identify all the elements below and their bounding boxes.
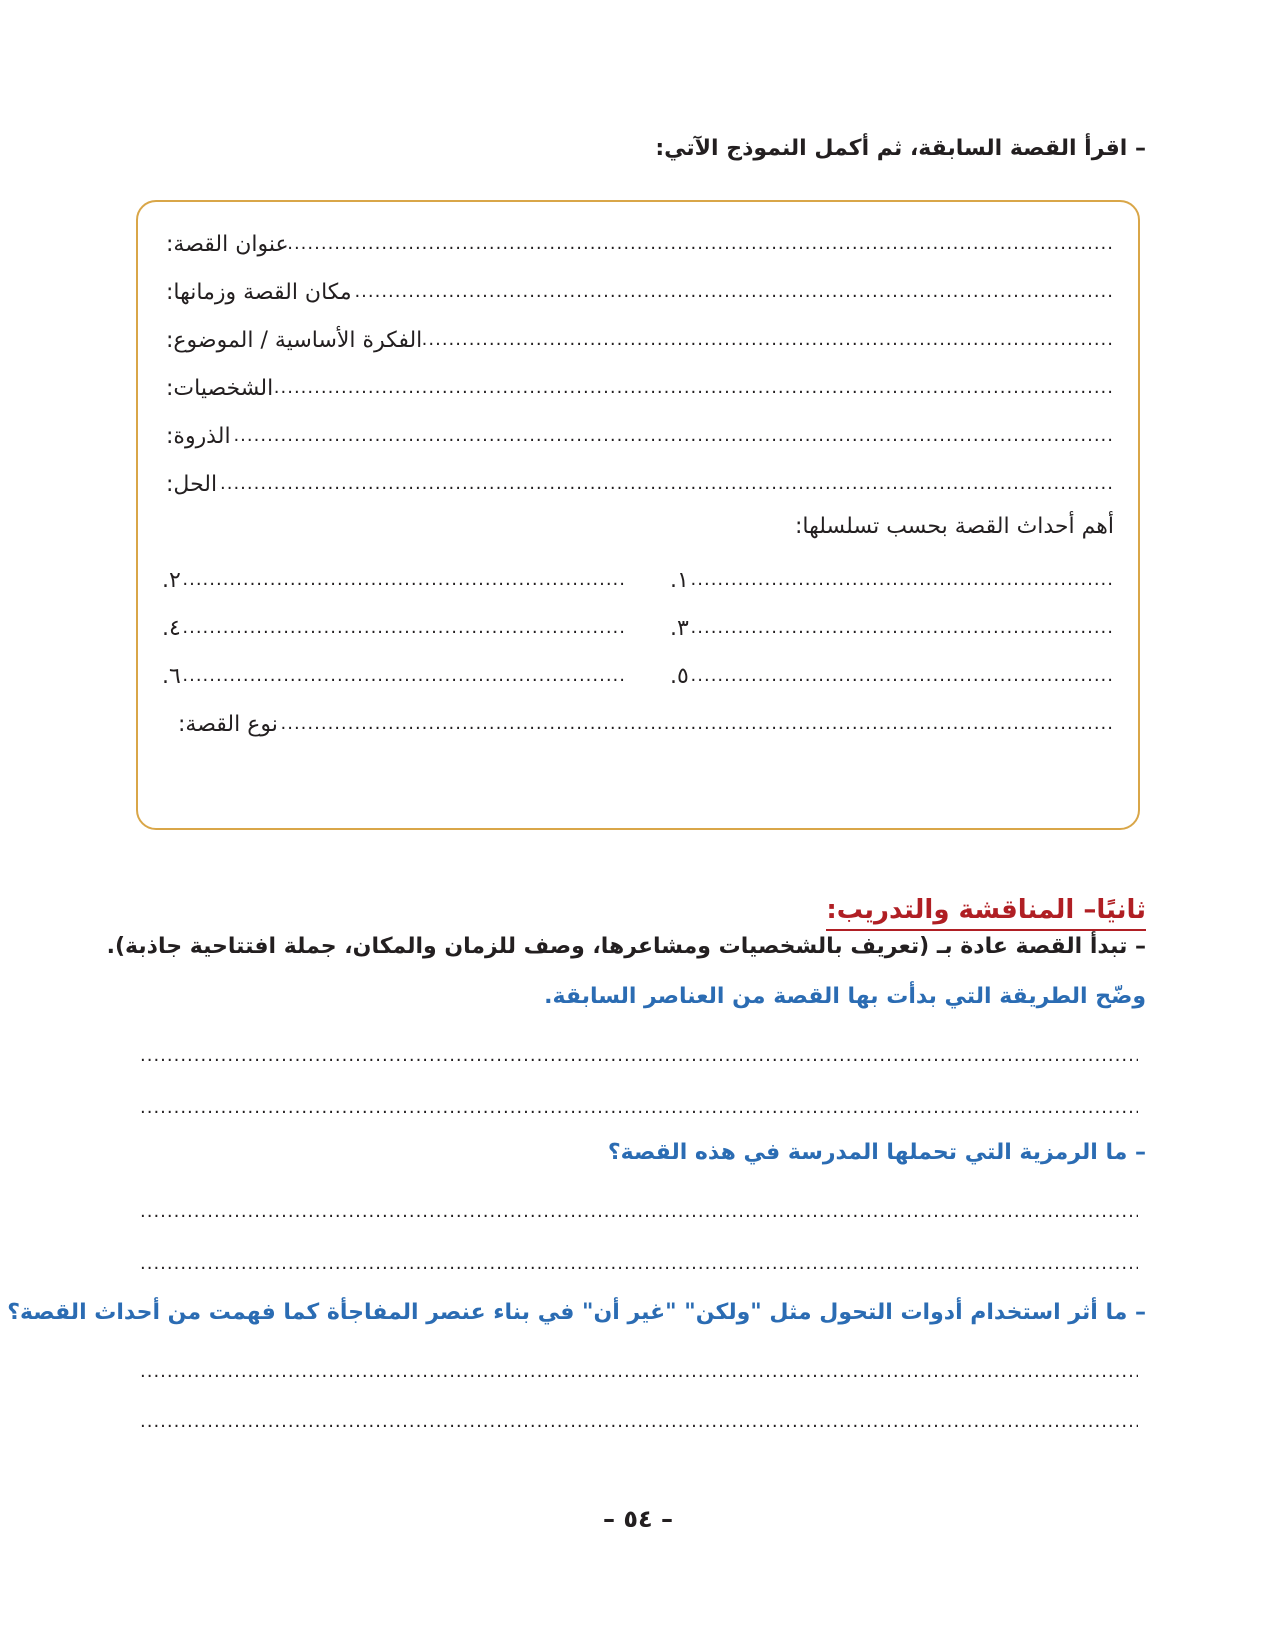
- form-label-resolution: الحل:: [166, 472, 218, 497]
- form-label-climax: الذروة:: [166, 424, 231, 449]
- form-row-place-time: [156, 270, 1114, 310]
- events-heading: أهم أحداث القصة بحسب تسلسلها:: [795, 514, 1114, 539]
- event-answer-6[interactable]: [181, 666, 626, 686]
- form-row-climax: [156, 414, 1114, 454]
- event-row-3: [664, 606, 1114, 646]
- answer-line-q2-1[interactable]: [140, 1202, 1138, 1222]
- answer-line-story-type[interactable]: [278, 714, 1114, 734]
- answer-line-q2-2[interactable]: [140, 1254, 1138, 1274]
- answer-line-q3-1[interactable]: [140, 1362, 1138, 1382]
- answer-line-main-idea[interactable]: [422, 330, 1114, 350]
- page-number: – ٥٤ –: [602, 1505, 673, 1533]
- event-row-1: [664, 558, 1114, 598]
- event-number-2: ٢.: [162, 568, 181, 593]
- form-label-story-type: نوع القصة:: [178, 712, 278, 737]
- form-label-title: عنوان القصة:: [166, 232, 289, 257]
- event-number-6: ٦.: [162, 664, 181, 689]
- form-label-main-idea: الفكرة الأساسية / الموضوع:: [166, 328, 423, 353]
- answer-line-q1-2[interactable]: [140, 1098, 1138, 1118]
- form-row-story-type: [168, 702, 1114, 742]
- event-answer-1[interactable]: [689, 570, 1114, 590]
- answer-line-title[interactable]: [289, 234, 1114, 254]
- event-row-2: [156, 558, 626, 598]
- section-title: ثانيًا– المناقشة والتدريب:: [826, 895, 1146, 931]
- form-label-characters: الشخصيات:: [166, 376, 274, 401]
- question-1-prompt: وضّح الطريقة التي بدأت بها القصة من العناصر السابقة.: [544, 984, 1146, 1009]
- question-2-prompt: – ما الرمزية التي تحملها المدرسة في هذه القصة؟: [607, 1140, 1146, 1165]
- form-label-place-time: مكان القصة وزمانها:: [166, 280, 352, 305]
- event-number-1: ١.: [670, 568, 689, 593]
- question-1-intro: – تبدأ القصة عادة بـ (تعريف بالشخصيات ومشاعرها، وصف للزمان والمكان، جملة افتتاحية جاذبة).: [106, 934, 1146, 959]
- event-row-4: [156, 606, 626, 646]
- event-answer-4[interactable]: [181, 618, 626, 638]
- event-answer-5[interactable]: [689, 666, 1114, 686]
- instruction-text: – اقرأ القصة السابقة، ثم أكمل النموذج الآتي:: [655, 136, 1146, 161]
- event-row-5: [664, 654, 1114, 694]
- answer-line-q1-1[interactable]: [140, 1046, 1138, 1066]
- answer-line-place-time[interactable]: [352, 282, 1114, 302]
- answer-line-climax[interactable]: [231, 426, 1114, 446]
- event-number-3: ٣.: [670, 616, 689, 641]
- event-answer-3[interactable]: [689, 618, 1114, 638]
- event-answer-2[interactable]: [181, 570, 626, 590]
- answer-line-resolution[interactable]: [217, 474, 1114, 494]
- story-form-box: [136, 200, 1140, 830]
- question-3-prompt: – ما أثر استخدام أدوات التحول مثل "ولكن" "غير أن" في بناء عنصر المفاجأة كما فهمت من أحداث القصة؟: [7, 1300, 1146, 1325]
- form-row-characters: [156, 366, 1114, 406]
- form-row-title: [156, 222, 1114, 262]
- event-number-5: ٥.: [670, 664, 689, 689]
- answer-line-q3-2[interactable]: [140, 1412, 1138, 1432]
- event-row-6: [156, 654, 626, 694]
- form-row-main-idea: [156, 318, 1114, 358]
- event-number-4: ٤.: [162, 616, 181, 641]
- answer-line-characters[interactable]: [273, 378, 1114, 398]
- form-row-resolution: [156, 462, 1114, 502]
